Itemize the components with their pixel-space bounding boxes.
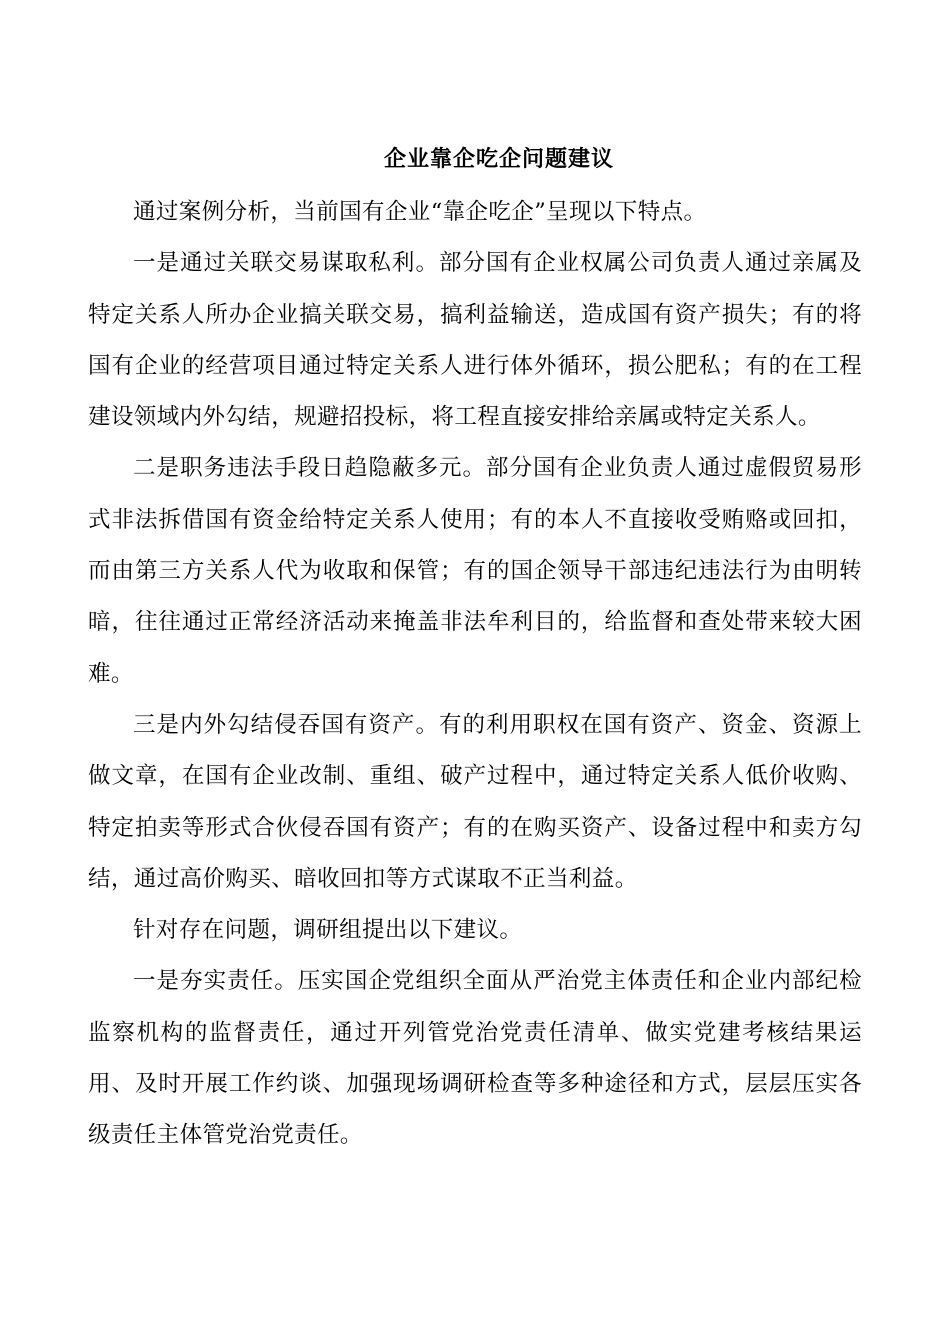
paragraph-feature-1: 一是通过关联交易谋取私利。部分国有企业权属公司负责人通过亲属及特定关系人所办企业搞关联交易，搞利益输送，造成国有资产损失；有的将国有企业的经营项目通过特定关系人进行体外循环，损公肥私；有的在工程建设领域内外勾结，规避招投标，将工程直接安排给亲属或特定关系人。 xyxy=(88,250,862,431)
paragraph-suggestions-intro: 针对存在问题，调研组提出以下建议。 xyxy=(133,917,523,944)
document-body xyxy=(88,187,862,1162)
paragraph-feature-2: 二是职务违法手段日趋隐蔽多元。部分国有企业负责人通过虚假贸易形式非法拆借国有资金给特定关系人使用；有的本人不直接收受贿赂或回扣，而由第三方关系人代为收取和保管；有的国企领导干部违纪违法行为由明转暗，往往通过正常经济活动来掩盖非法牟利目的，给监督和查处带来较大困难。 xyxy=(88,455,862,687)
paragraph-suggestion-1: 一是夯实责任。压实国企党组织全面从严治党主体责任和企业内部纪检监察机构的监督责任，通过开列管党治党责任清单、做实党建考核结果运用、及时开展工作约谈、加强现场调研检查等多种途径和方式，层层压实各级责任主体管党治党责任。 xyxy=(88,968,862,1149)
paragraph-intro: 通过案例分析，当前国有企业“靠企吃企”呈现以下特点。 xyxy=(133,199,707,225)
paragraph-feature-3: 三是内外勾结侵吞国有资产。有的利用职权在国有资产、资金、资源上做文章，在国有企业改制、重组、破产过程中，通过特定关系人低价收购、特定拍卖等形式合伙侵吞国有资产；有的在购买资产、设备过程中和卖方勾结，通过高价购买、暗收回扣等方式谋取不正当利益。 xyxy=(88,711,862,892)
document-title: 企业靠企吃企问题建议 xyxy=(383,146,614,172)
